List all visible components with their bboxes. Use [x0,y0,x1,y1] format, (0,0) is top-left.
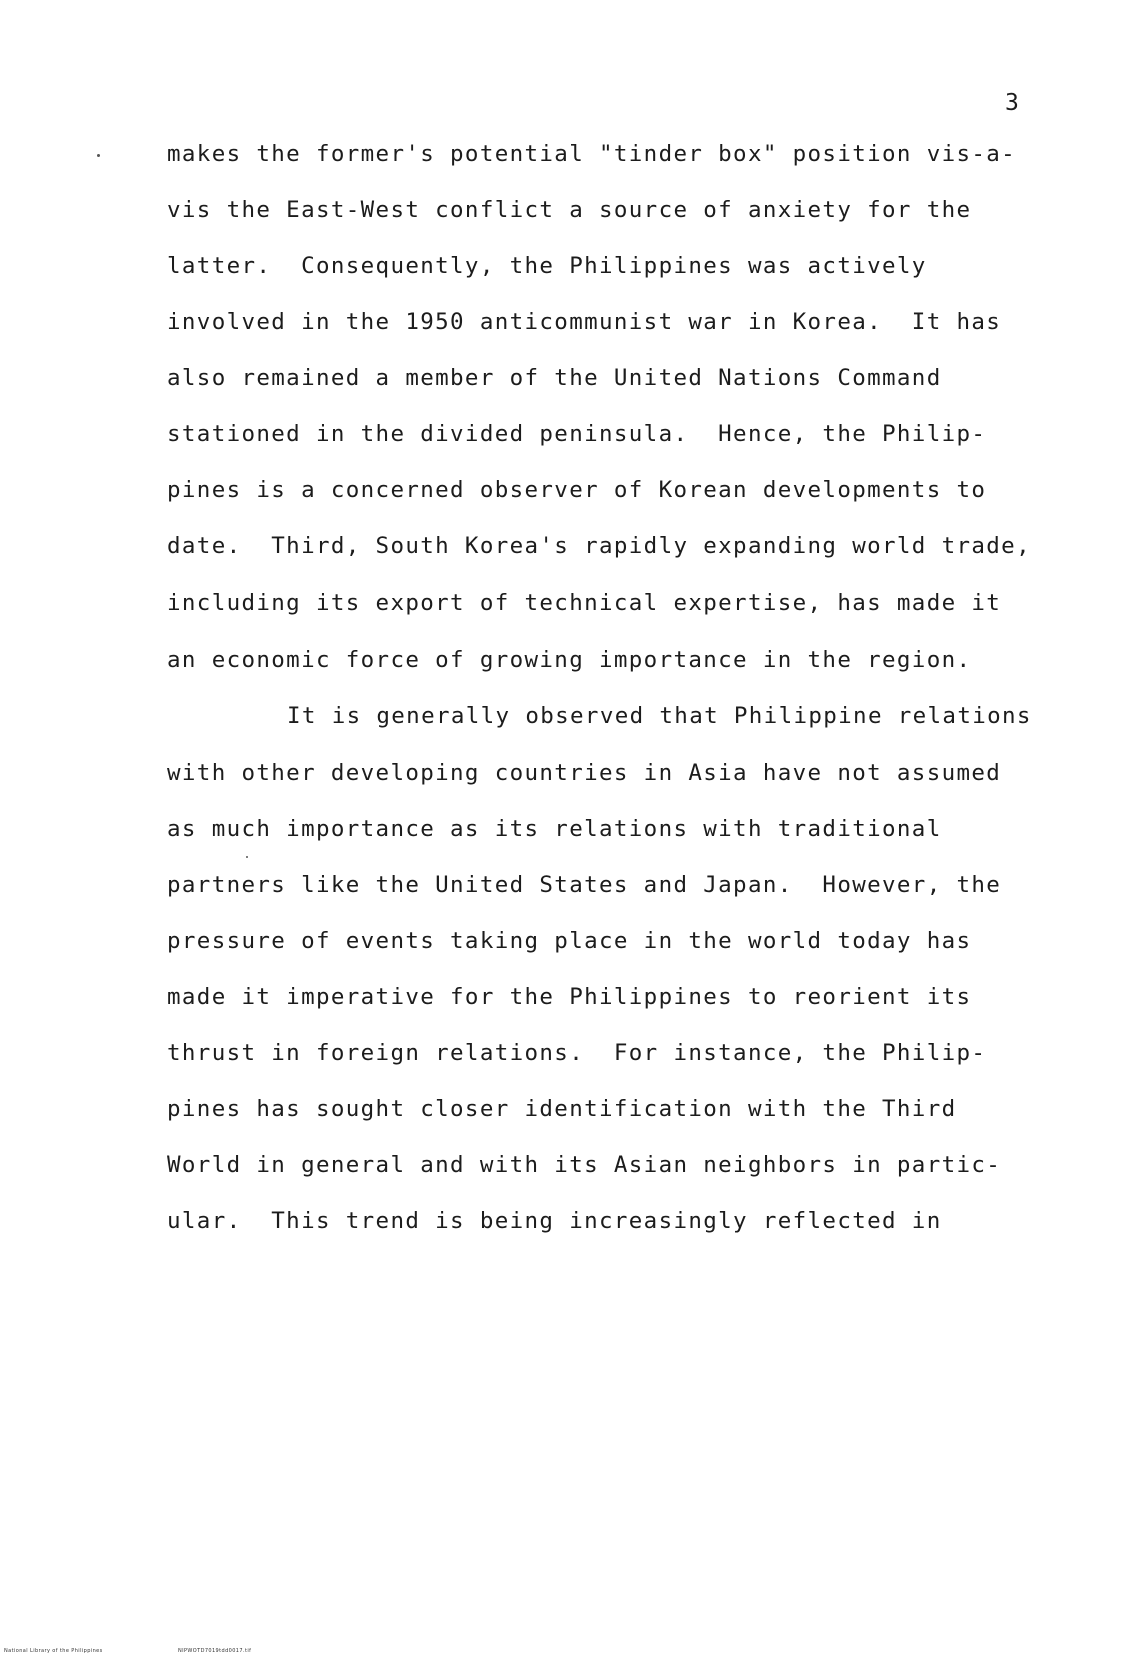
scan-speck [97,154,100,157]
text-line: thrust in foreign relations. For instance, the Philip- [167,1040,987,1066]
footer-file-name: NIPWOTD7019tdd0017.tif [178,1648,252,1654]
text-line: as much importance as its relations with traditional [167,816,942,842]
footer-library-name: National Library of the Philippines [4,1648,103,1654]
text-line: involved in the 1950 anticommunist war in Korea. It has [167,309,1002,335]
text-line: made it imperative for the Philippines to reorient its [167,984,972,1010]
paragraph-first-line: It is generally observed that Philippine relations [287,703,1032,729]
text-line: also remained a member of the United Nations Command [167,365,942,391]
text-line: with other developing countries in Asia have not assumed [167,760,1002,786]
page-number: 3 [1005,90,1019,116]
text-line: ular. This trend is being increasingly reflected in [167,1208,942,1234]
text-line: vis the East-West conflict a source of anxiety for the [167,197,972,223]
scan-speck [246,856,248,858]
text-line: makes the former's potential "tinder box" position vis-a- [167,141,1017,167]
text-line: latter. Consequently, the Philippines was actively [167,253,927,279]
text-line: including its export of technical expertise, has made it [167,590,1002,616]
text-line: partners like the United States and Japan. However, the [167,872,1002,898]
text-line: an economic force of growing importance in the region. [167,647,972,673]
text-line: World in general and with its Asian neighbors in partic- [167,1152,1002,1178]
text-line: pines is a concerned observer of Korean developments to [167,477,987,503]
text-line: stationed in the divided peninsula. Hence, the Philip- [167,421,987,447]
text-line: pines has sought closer identification with the Third [167,1096,957,1122]
text-line: pressure of events taking place in the world today has [167,928,972,954]
text-line: date. Third, South Korea's rapidly expanding world trade, [167,533,1031,559]
